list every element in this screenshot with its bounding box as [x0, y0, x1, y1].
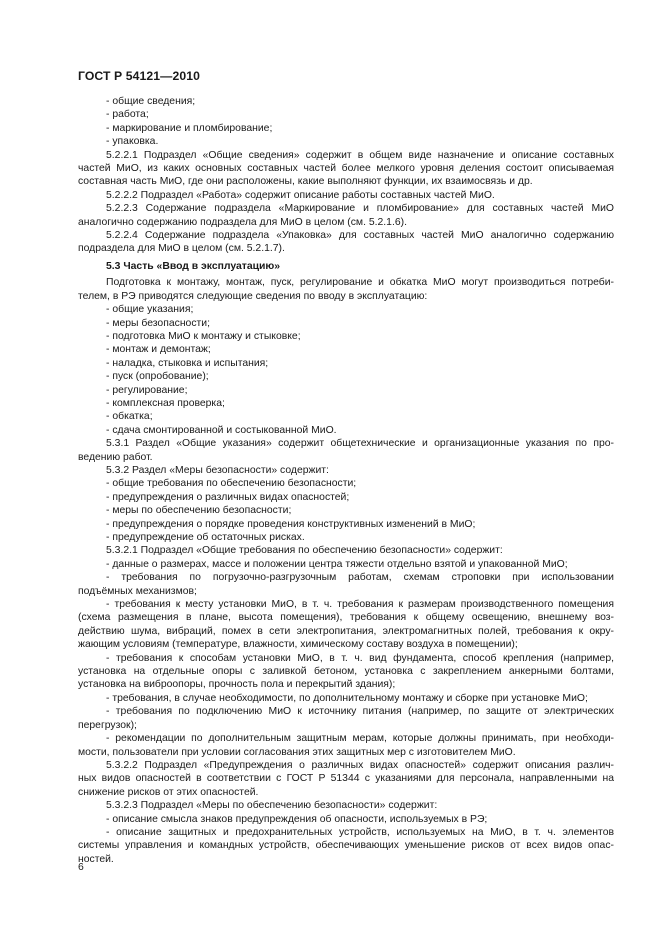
- list-item: - общие требования по обеспечению безопасности;: [106, 478, 357, 490]
- list-item: - маркирование и пломбирование;: [106, 122, 273, 134]
- text-line: 5.3.2 Раздел «Меры безопасности» содержит:: [106, 464, 329, 476]
- text-line: 5.2.2.4 Содержание подраздела «Упаковка» для составных частей МиО аналогично содержанию: [106, 230, 614, 242]
- text-line: 5.3.2.1 Подраздел «Общие требования по обеспечению безопасности» содержит:: [106, 545, 503, 557]
- list-item: - требования по подключению МиО к источнику питания (например, по защите от электрических: [106, 706, 614, 718]
- list-item: - монтаж и демонтаж;: [106, 344, 211, 356]
- text-line: (схема размещения в плане, высота помещения), требования к общему освещению, внешнему воз-: [78, 612, 614, 624]
- text-line: подраздела для МиО в целом (см. 5.2.1.7).: [78, 243, 285, 255]
- list-item: - меры по обеспечению безопасности;: [106, 505, 292, 517]
- text-line: мости, пользователи при условии согласования этих защитных мер с изготовителем МиО.: [78, 746, 516, 758]
- list-item: - данные о размерах, массе и положении центра тяжести отдельно взятой и упакованной МиО;: [106, 558, 568, 570]
- list-item: - обкатка;: [106, 411, 153, 423]
- text-line: жающим условиям (температуре, влажности, химическому составу воздуха в помещении);: [78, 639, 518, 651]
- document-header: ГОСТ Р 54121—2010: [78, 69, 200, 83]
- list-item: - требования, в случае необходимости, по дополнительному монтажу и сборке при установке МиО;: [106, 692, 588, 704]
- text-line: 5.3.2.2 Подраздел «Предупреждения о различных видах опасностей» содержит описания различ-: [106, 759, 614, 771]
- text-line: телем, в РЭ приводятся следующие сведения по вводу в эксплуатацию:: [78, 290, 428, 302]
- text-line: 5.3.1 Раздел «Общие указания» содержит общетехнические и организационные указания по про-: [106, 438, 614, 450]
- document-body: [78, 95, 614, 866]
- text-line: действию шума, вибраций, помех в сети электропитания, электромагнитных полей, требования к окру-: [78, 625, 614, 637]
- list-item: - комплексная проверка;: [106, 397, 225, 409]
- list-item: - меры безопасности;: [106, 317, 210, 329]
- list-item: - общие указания;: [106, 304, 194, 316]
- list-item: - описание защитных и предохранительных устройств, используемых на МиО, в т. ч. элементов: [106, 826, 614, 838]
- text-line: снижение рисков от этих опасностей.: [78, 786, 259, 798]
- list-item: - описание смысла знаков предупреждения об опасности, используемых в РЭ;: [106, 813, 488, 825]
- list-item: - регулирование;: [106, 384, 188, 396]
- text-line: подъёмных механизмов;: [78, 585, 197, 597]
- list-item: - подготовка МиО к монтажу и стыковке;: [106, 330, 301, 342]
- text-line: ных видов опасностей в соответствии с ГОСТ Р 51344 с указаниями для персонала, направленными на: [78, 773, 614, 785]
- text-line: Подготовка к монтажу, монтаж, пуск, регулирование и обкатка МиО могут производиться потреби-: [106, 277, 614, 289]
- list-item: - упаковка.: [106, 136, 159, 148]
- text-line: 5.2.2.2 Подраздел «Работа» содержит описание работы составных частей МиО.: [106, 189, 495, 201]
- text-line: 5.3.2.3 Подраздел «Меры по обеспечению безопасности» содержит:: [106, 800, 438, 812]
- list-item: - общие сведения;: [106, 96, 196, 107]
- text-line: перегрузок);: [78, 719, 137, 731]
- text-line: установка на виброопоры, прочность пола и перекрытий здания);: [78, 679, 396, 691]
- list-item: - предупреждения о различных видах опасностей;: [106, 491, 350, 503]
- text-line: установка на отдельные опоры с заливкой бетоном, установка с закреплением анкерными болтами,: [78, 666, 614, 678]
- list-item: - сдача смонтированной и состыкованной МиО.: [106, 424, 337, 436]
- list-item: - требования к способам установки МиО, в т. ч. вид фундамента, способ крепления (например,: [106, 652, 614, 664]
- text-line: аналогично содержанию подраздела для МиО в целом (см. 5.2.1.6).: [78, 216, 407, 228]
- list-item: - требования к месту установки МиО, в т. ч. требования к размерам производственного помещения: [106, 599, 614, 611]
- text-line: частей МиО, из каких основных составных частей более мелкого уровня деления состоит описываемая: [78, 163, 614, 175]
- list-item: - предупреждения о порядке проведения конструктивных изменений в МиО;: [106, 518, 476, 530]
- text-line: ведению работ.: [78, 451, 153, 463]
- list-item: - требования по погрузочно-разгрузочным работам, схемам строповки при использовании: [106, 572, 614, 584]
- text-line: ностей.: [78, 853, 114, 865]
- text-line: составная часть МиО, где они расположены, какие выполняют функции, их взаимосвязь и др.: [78, 176, 533, 188]
- list-item: - пуск (опробование);: [106, 371, 209, 383]
- list-item: - наладка, стыковка и испытания;: [106, 357, 269, 369]
- list-item: - рекомендации по дополнительным защитным мерам, которые должны принимать, при необходи-: [106, 733, 614, 745]
- text-line: 5.2.2.1 Подраздел «Общие сведения» содержит в общем виде назначение и описание составных: [106, 149, 614, 161]
- list-item: - работа;: [106, 109, 149, 121]
- list-item: - предупреждение об остаточных рисках.: [106, 532, 305, 543]
- text-line: системы управления и командных устройств, обеспечивающих уменьшение рисков от всех видов опас-: [78, 840, 614, 852]
- text-line: 5.2.2.3 Содержание подраздела «Маркирование и пломбирование» для составных частей МиО: [106, 203, 614, 215]
- section-heading: 5.3 Часть «Ввод в эксплуатацию»: [106, 260, 281, 272]
- page-number: 6: [78, 862, 84, 873]
